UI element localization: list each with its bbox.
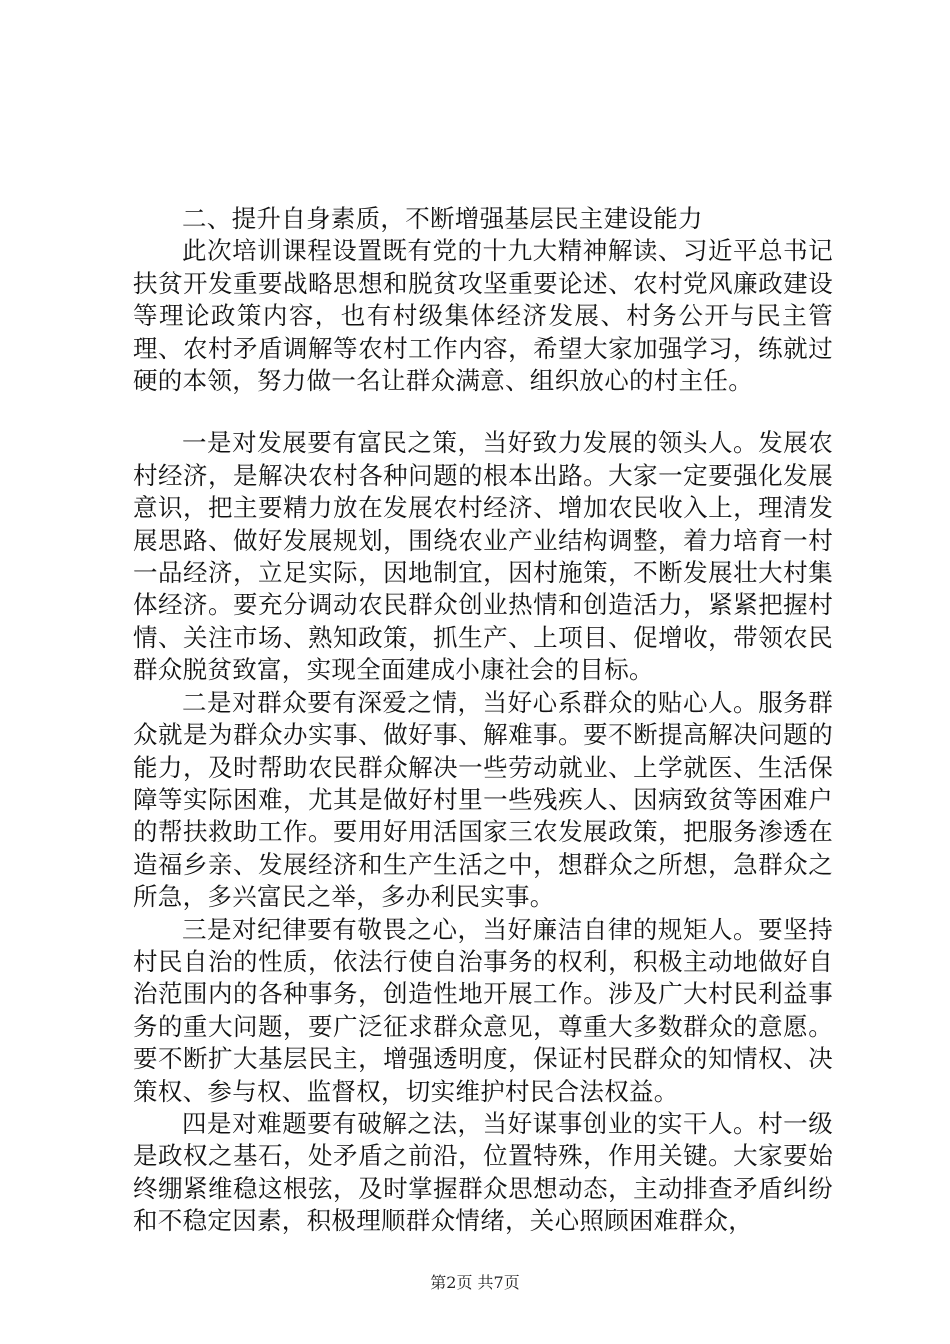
paragraph-intro: 此次培训课程设置既有党的十九大精神解读、习近平总书记扶贫开发重要战略思想和脱贫攻坚重要论述、农村党风廉政建设等理论政策内容，也有村级集体经济发展、村务公开与民主管理、农村矛盾调解等农村工作内容，希望大家加强学习，练就过硬的本领，努力做一名让群众满意、组织放心的村主任。 <box>133 236 833 396</box>
paragraph-spacer <box>133 397 833 427</box>
paragraph-point-1: 一是对发展要有富民之策，当好致力发展的领头人。发展农村经济，是解决农村各种问题的根本出路。大家一定要强化发展意识，把主要精力放在发展农村经济、增加农民收入上，理清发展思路、做好发展规划，围绕农业产业结构调整，着力培育一村一品经济，立足实际，因地制宜，因村施策，不断发展壮大村集体经济。要充分调动农民群众创业热情和创造活力，紧紧把握村情、关注市场、熟知政策，抓生产、上项目、促增收，带领农民群众脱贫致富，实现全面建成小康社会的目标。 <box>133 428 833 685</box>
paragraph-point-4: 四是对难题要有破解之法，当好谋事创业的实干人。村一级是政权之基石，处矛盾之前沿，位置特殊，作用关键。大家要始终绷紧维稳这根弦，及时掌握群众思想动态，主动排查矛盾纠纷和不稳定因素，积极理顺群众情绪，关心照顾困难群众， <box>133 1108 833 1236</box>
document-body <box>133 203 833 1238</box>
paragraph-point-2: 二是对群众要有深爱之情，当好心系群众的贴心人。服务群众就是为群众办实事、做好事、解难事。要不断提高解决问题的能力，及时帮助农民群众解决一些劳动就业、上学就医、生活保障等实际困难，尤其是做好村里一些残疾人、因病致贫等困难户的帮扶救助工作。要用好用活国家三农发展政策，把服务渗透在造福乡亲、发展经济和生产生活之中，想群众之所想，急群众之所急，多兴富民之举，多办利民实事。 <box>133 687 833 912</box>
page-number: 第2页 共7页 <box>430 1273 520 1292</box>
paragraph-point-3: 三是对纪律要有敬畏之心，当好廉洁自律的规矩人。要坚持村民自治的性质，依法行使自治事务的权利，积极主动地做好自治范围内的各种事务，创造性地开展工作。涉及广大村民利益事务的重大问题，要广泛征求群众意见，尊重大多数群众的意愿。要不断扩大基层民主，增强透明度，保证村民群众的知情权、决策权、参与权、监督权，切实维护村民合法权益。 <box>133 914 833 1106</box>
section-heading: 二、提升自身素质，不断增强基层民主建设能力 <box>182 204 703 233</box>
